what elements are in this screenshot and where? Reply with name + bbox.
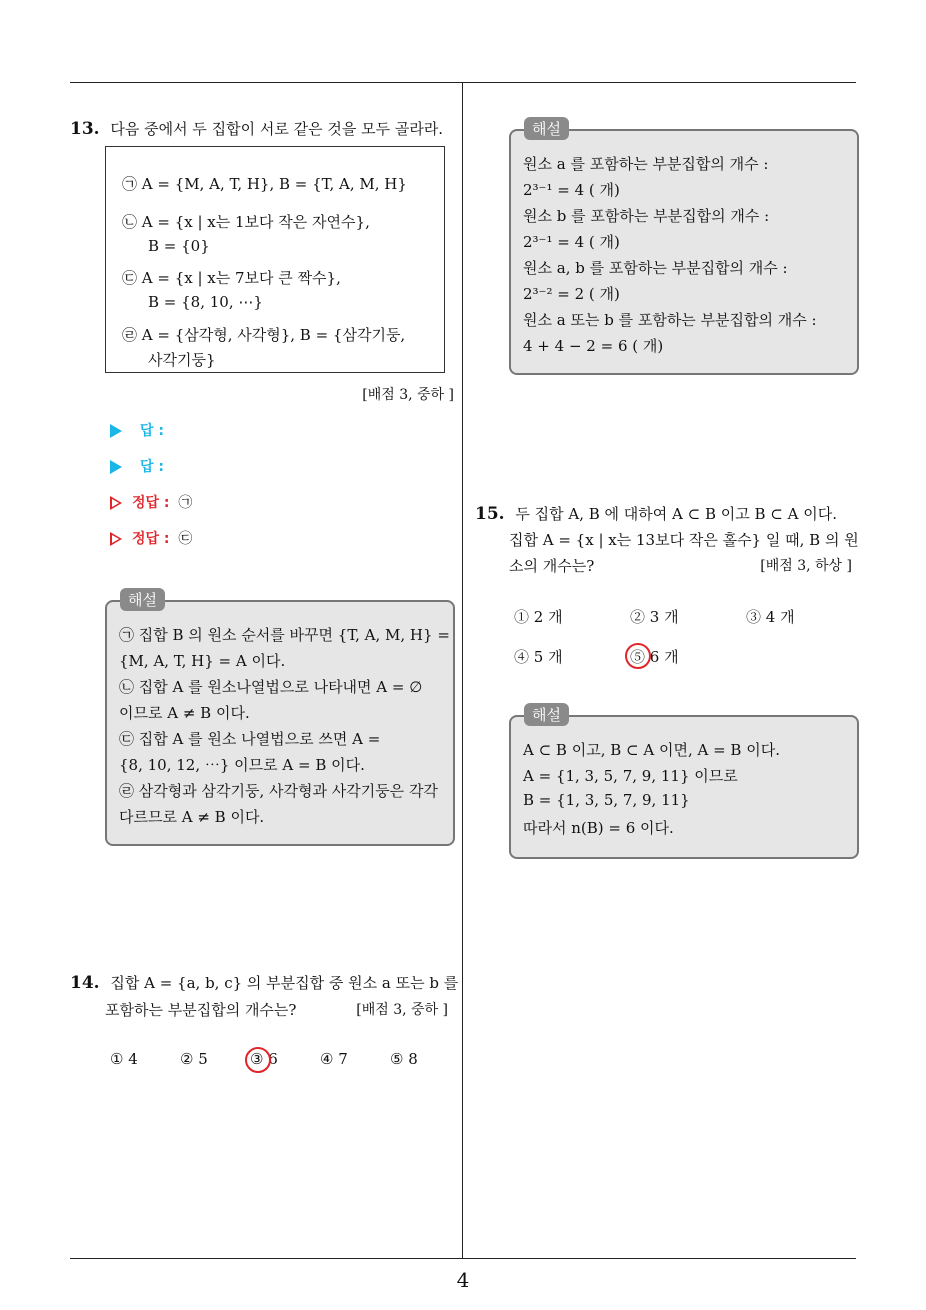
q14-option-1: ① 4 [110,1050,138,1068]
top-rule [70,82,856,83]
sol-line: A = {1, 3, 5, 7, 9, 11} 이므로 [523,767,738,785]
q13-solution-tag: 해설 [120,588,165,611]
answer-label: 답 : [140,459,164,475]
outline-triangle-icon [110,532,122,546]
sol-line: {M, A, T, H} = A 이다. [119,652,286,670]
triangle-icon [110,424,122,438]
sol-line: 따라서 n(B) = 6 이다. [523,819,674,837]
q15-text-2: 집합 A = {x | x는 13보다 작은 홀수} 일 때, B 의 원 [509,531,859,549]
q13-choice-1: ㉠ A = {M, A, T, H}, B = {T, A, M, H} [122,175,407,193]
page-number: 4 [456,1268,470,1292]
q13-correct-row-1 [110,492,192,512]
sol-line: 다르므로 A ≠ B 이다. [119,808,265,826]
correct-label: 정답 : [132,531,170,547]
q13-choice-2: ㉡ A = {x | x는 1보다 작은 자연수}, [122,213,370,231]
q14-points: [배점 3, 중하 ] [356,1002,448,1018]
sol-line: 2³⁻¹ = 4 ( 개) [523,181,620,199]
q14-solution-box [509,129,859,375]
q13-correct-row-2 [110,528,192,548]
q14-question [70,972,458,993]
sol-line: 원소 a, b 를 포함하는 부분집합의 개수 : [523,259,788,277]
q13-solution-box [105,600,455,846]
bottom-rule [70,1258,856,1259]
q13-text: 다음 중에서 두 집합이 서로 같은 것을 모두 골라라. [110,120,444,138]
sol-line: ㉠ 집합 B 의 원소 순서를 바꾸면 {T, A, M, H} = [119,626,450,644]
q13-choice-4: ㉣ A = {삼각형, 사각형}, B = {삼각기둥, [122,326,406,344]
correct-value: ㉠ [178,495,193,511]
sol-line: 4 + 4 − 2 = 6 ( 개) [523,337,664,355]
q14-number: 14. [70,973,100,993]
q15-option-5: ⑤ 6 개 [630,648,679,666]
q15-points: [배점 3, 하상 ] [760,558,852,574]
q15-option-1: ① 2 개 [514,608,563,626]
q15-option-3: ③ 4 개 [746,608,795,626]
q13-choice-2-b: B = {0} [148,237,210,255]
q14-option-4: ④ 7 [320,1050,348,1068]
q15-solution-box [509,715,859,859]
q13-choice-3-b: B = {8, 10, ⋯} [148,293,263,311]
q14-option-5: ⑤ 8 [390,1050,418,1068]
q15-option-4: ④ 5 개 [514,648,563,666]
q14-option-2: ② 5 [180,1050,208,1068]
outline-triangle-icon [110,496,122,510]
q14-text-2: 포함하는 부분집합의 개수는? [105,1001,297,1019]
q15-number: 15. [475,504,505,524]
q13-choice-3: ㉢ A = {x | x는 7보다 큰 짝수}, [122,269,341,287]
q15-text-1: 두 집합 A, B 에 대하여 A ⊂ B 이고 B ⊂ A 이다. [515,505,837,523]
sol-line: {8, 10, 12, ⋯} 이므로 A = B 이다. [119,756,365,774]
triangle-icon [110,460,122,474]
q15-option-2: ② 3 개 [630,608,679,626]
q15-solution-tag: 해설 [524,703,569,726]
sol-line: 이므로 A ≠ B 이다. [119,704,250,722]
column-divider [462,82,463,1258]
sol-line: B = {1, 3, 5, 7, 9, 11} [523,791,690,809]
q13-number: 13. [70,119,100,139]
q14-text-1: 집합 A = {a, b, c} 의 부분집합 중 원소 a 또는 b 를 [110,974,459,992]
sol-line: 원소 a 를 포함하는 부분집합의 개수 : [523,155,769,173]
q15-text-3: 소의 개수는? [509,557,595,575]
sol-line: ㉣ 삼각형과 삼각기둥, 사각형과 사각기둥은 각각 [119,782,438,800]
sol-line: A ⊂ B 이고, B ⊂ A 이면, A = B 이다. [523,741,780,759]
q15-question [475,503,837,524]
correct-label: 정답 : [132,495,170,511]
q14-solution-tag: 해설 [524,117,569,140]
q13-answer-row-2 [110,456,164,476]
q14-answer-circle [245,1047,271,1073]
q13-question [70,118,443,139]
q13-answer-row-1 [110,420,164,440]
correct-value: ㉢ [178,531,193,547]
sol-line: ㉢ 집합 A 를 원소 나열법으로 쓰면 A = [119,730,381,748]
q15-answer-circle [625,643,651,669]
sol-line: 2³⁻² = 2 ( 개) [523,285,620,303]
sol-line: ㉡ 집합 A 를 원소나열법으로 나타내면 A = ∅ [119,678,423,696]
sol-line: 원소 b 를 포함하는 부분집합의 개수 : [523,207,770,225]
sol-line: 2³⁻¹ = 4 ( 개) [523,233,620,251]
sol-line: 원소 a 또는 b 를 포함하는 부분집합의 개수 : [523,311,817,329]
answer-label: 답 : [140,423,164,439]
q13-choices-box [105,146,445,373]
q13-points: [배점 3, 중하 ] [362,387,454,403]
q14-option-3: ③ 6 [250,1050,278,1068]
q13-choice-4-b: 사각기둥} [148,351,216,369]
